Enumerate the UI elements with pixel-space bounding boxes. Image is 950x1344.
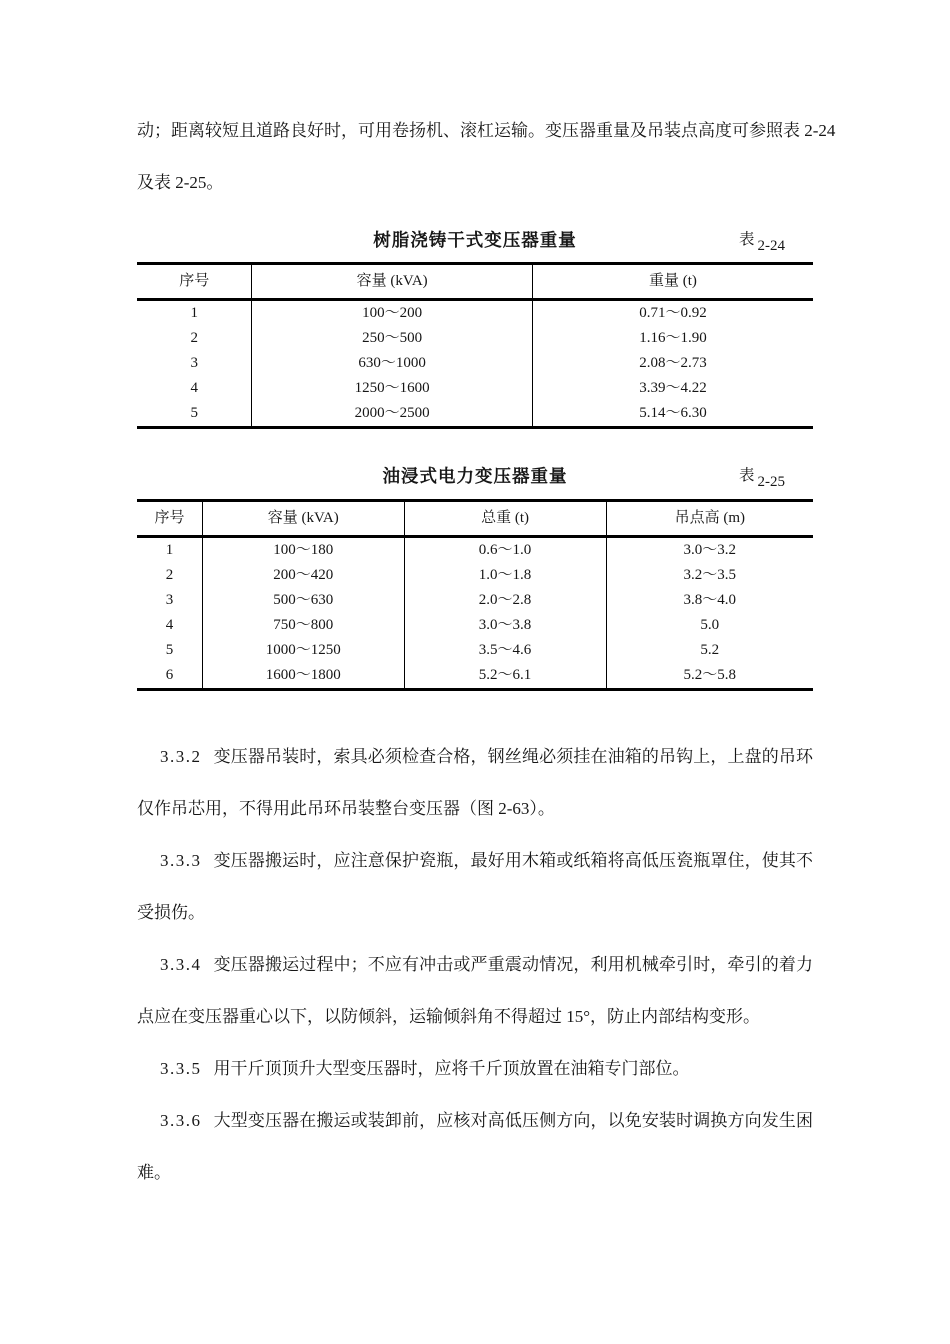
- table-header-row: [137, 501, 813, 537]
- table-cell: 3: [190, 355, 198, 371]
- table-cell: 630～1000: [252, 351, 533, 376]
- table-cell: 4: [165, 617, 174, 633]
- table-cell: 250～500: [252, 326, 533, 351]
- table-row: [137, 588, 813, 613]
- page-content: [137, 0, 836, 1199]
- table-title: 油浸式电力变压器重量: [382, 466, 568, 486]
- paragraph-3-3-5: [137, 1043, 813, 1095]
- table-cell: 4: [190, 380, 198, 396]
- column-header-capacity: 容量 (kVA): [203, 501, 404, 537]
- table-label: [739, 225, 785, 255]
- table-cell: 3: [165, 592, 174, 608]
- intro-line-1: 动；距离较短且道路良好时，可用卷扬机、滚杠运输。变压器重量及吊装点高度可参照表 2-24: [137, 121, 836, 140]
- column-header-weight: 重量 (t): [532, 264, 813, 300]
- body-paragraphs: [137, 731, 813, 1199]
- column-header-capacity: 容量 (kVA): [252, 264, 533, 300]
- table-cell: 3.39～4.22: [532, 376, 813, 401]
- table-cell: 0.6～1.0: [404, 537, 606, 564]
- table-row: [137, 537, 813, 564]
- table-cell: 5.0: [606, 613, 813, 638]
- table-cell: 1.16～1.90: [532, 326, 813, 351]
- table-cell: 0.71～0.92: [532, 300, 813, 327]
- table-body: [137, 300, 813, 428]
- paragraph-text: 变压器搬运过程中；不应有冲击或严重震动情况，利用机械牵引时，牵引的着力点应在变压器重心以下，以防倾斜，运输倾斜角不得超过 15°，防止内部结构变形。: [137, 955, 813, 1026]
- table-cell: 1: [190, 305, 198, 321]
- column-header-seq: 序号: [137, 501, 203, 537]
- column-header-seq: 序号: [137, 264, 252, 300]
- paragraph-3-3-4: [137, 939, 813, 1043]
- paragraph-number: 3.3.2: [160, 747, 202, 766]
- paragraph-text: 大型变压器在搬运或装卸前，应核对高低压侧方向，以免安装时调换方向发生困难。: [137, 1111, 813, 1182]
- table-cell: 2.08～2.73: [532, 351, 813, 376]
- table-cell: 1250～1600: [252, 376, 533, 401]
- table-label-prefix: 表: [738, 467, 755, 484]
- table-row: [137, 351, 813, 376]
- table-cell: 3.2～3.5: [606, 563, 813, 588]
- table-cell: 2000～2500: [252, 401, 533, 428]
- table-row: [137, 376, 813, 401]
- table-row: [137, 613, 813, 638]
- column-header-lift-point-height: 吊点高 (m): [606, 501, 813, 537]
- table-cell: 5.2～6.1: [404, 663, 606, 690]
- table-cell: 3.0～3.2: [606, 537, 813, 564]
- paragraph-3-3-6: [137, 1095, 813, 1199]
- table-label-number: 2-24: [757, 238, 785, 254]
- table-header-row: [137, 264, 813, 300]
- table-row: [137, 300, 813, 327]
- paragraph-3-3-3: [137, 835, 813, 939]
- table-cell: 1600～1800: [203, 663, 404, 690]
- paragraph-text: 用干斤顶顶升大型变压器时，应将千斤顶放置在油箱专门部位。: [213, 1059, 690, 1078]
- paragraph-number: 3.3.3: [160, 851, 202, 870]
- paragraph-number: 3.3.4: [160, 955, 202, 974]
- table-cell: 100～200: [252, 300, 533, 327]
- dry-type-transformer-weight-table: [137, 262, 813, 429]
- column-header-total-weight: 总重 (t): [404, 501, 606, 537]
- intro-line-2: 及表 2-25。: [137, 173, 224, 192]
- oil-immersed-transformer-weight-table: [137, 499, 813, 691]
- table-caption-2-24: [137, 225, 813, 255]
- intro-paragraph: [137, 105, 836, 209]
- table-label-number: 2-25: [757, 474, 785, 490]
- table-cell: 5.14～6.30: [532, 401, 813, 428]
- table-row: [137, 401, 813, 428]
- table-cell: 1: [165, 542, 174, 558]
- paragraph-number: 3.3.6: [160, 1111, 202, 1130]
- table-cell: 1000～1250: [203, 638, 404, 663]
- table-cell: 5: [165, 642, 174, 658]
- table-cell: 3.8～4.0: [606, 588, 813, 613]
- table-cell: 6: [165, 667, 174, 683]
- table-body: [137, 537, 813, 690]
- table-row: [137, 638, 813, 663]
- table-row: [137, 326, 813, 351]
- table-cell: 200～420: [203, 563, 404, 588]
- paragraph-number: 3.3.5: [160, 1059, 202, 1078]
- table-cell: 5.2～5.8: [606, 663, 813, 690]
- table-row: [137, 563, 813, 588]
- table-title: 树脂浇铸干式变压器重量: [373, 230, 577, 250]
- paragraph-text: 变压器搬运时，应注意保护瓷瓶，最好用木箱或纸箱将高低压瓷瓶罩住，使其不受损伤。: [137, 851, 813, 922]
- table-cell: 1.0～1.8: [404, 563, 606, 588]
- paragraph-3-3-2: [137, 731, 813, 835]
- table-row: [137, 663, 813, 690]
- table-cell: 2: [190, 330, 198, 346]
- table-cell: 500～630: [203, 588, 404, 613]
- table-cell: 5.2: [606, 638, 813, 663]
- table-label-prefix: 表: [738, 231, 755, 248]
- table-cell: 2.0～2.8: [404, 588, 606, 613]
- table-cell: 2: [165, 567, 174, 583]
- table-cell: 100～180: [203, 537, 404, 564]
- table-cell: 5: [190, 405, 198, 421]
- table-label: [739, 461, 785, 491]
- table-cell: 3.5～4.6: [404, 638, 606, 663]
- paragraph-text: 变压器吊装时，索具必须检查合格，钢丝绳必须挂在油箱的吊钩上，上盘的吊环仅作吊芯用，不得用此吊环吊装整台变压器（图 2-63）。: [137, 747, 813, 818]
- table-caption-2-25: [137, 461, 813, 491]
- table-cell: 3.0～3.8: [404, 613, 606, 638]
- table-cell: 750～800: [203, 613, 404, 638]
